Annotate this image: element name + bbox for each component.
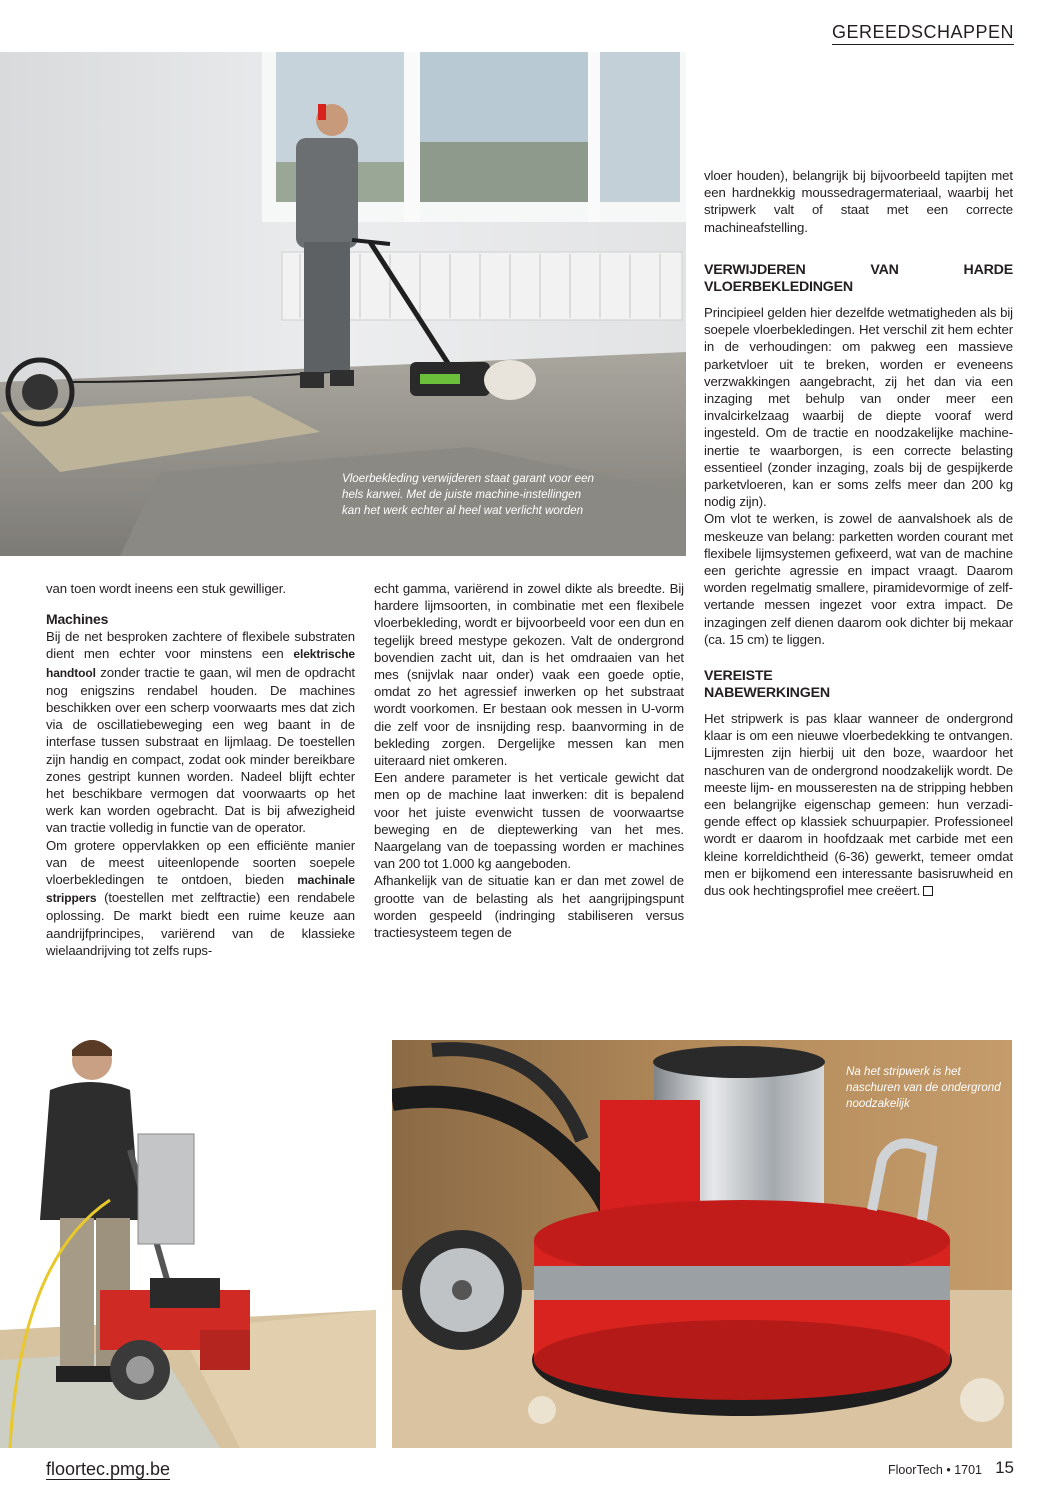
paragraph: Om grotere oppervlakken op een efficiënte manier van de meest uiteenlopende soorten soepele vloerbekledingen te ontdoen, bieden machinale strippers (toestellen met zelftractie) een rendabele oplossing. De markt biedt een ruime keuze aan aandrijfprincipes, variërend van de klassieke wielaandrijving tot zelfs rups- [46, 837, 355, 958]
end-mark-icon [923, 886, 933, 896]
heading-nabewerkingen: VEREISTE NABEWERKINGEN [704, 668, 830, 701]
term-strippers: machinale strippers [46, 873, 355, 906]
heading-harde-vloerbekledingen: VERWIJDEREN VAN HARDE VLOERBEKLEDINGEN [704, 262, 1013, 295]
paragraph: van toen wordt ineens een stuk gewilliger. [46, 581, 286, 596]
photo-caption-right: Na het stripwerk is het naschuren van de ondergrond noodzakelijk [846, 1065, 1001, 1110]
text-column-3 [704, 262, 1013, 899]
paragraph: Afhankelijk van de situatie kan er dan met zowel de grootte van de belasting als het aangrijpingspunt worden gespeeld (indringing stabiliseren versus tractiesysteem tegen de [374, 873, 684, 941]
paragraph: Om vlot te werken, is zowel de aanvalshoek als de meskeuze van belang: parketten worden courant met flexibele lijmsystemen gefixeerd, wat van de machine een gerichte agressie en impact vraagt. Daarom worden regelmatig smallere, piramidevormige of zelfvertande messen ingezet voor extra impact. De inzagingen zelf dienen daarom ook dichter bij mekaar (ca. 15 cm) te liggen. [704, 511, 1013, 647]
paragraph: vloer houden), belangrijk bij bijvoorbeeld tapijten met een hardnekkig moussedragermateriaal, waarbij het stripwerk valt of staat met een correcte machineafstelling. [704, 168, 1013, 235]
footer-magazine-issue: FloorTech • 1701 [887, 1463, 982, 1477]
page-number: 15 [995, 1458, 1014, 1477]
text-column-2 [374, 580, 684, 941]
photo-caption-top: Vloerbekleding verwijderen staat garant voor een hels karwei. Met de juiste machine-instellingen kan het werk echter al heel wat verlicht worden [342, 472, 594, 517]
paragraph: echt gamma, variërend in zowel dikte als breedte. Bij hardere lijmsoorten, in combinatie met een flexibele vloerbekleding, wordt er bijvoorbeeld voor een dun en tegelijk breed mestype gekozen. Valt de ondergrond bovendien zacht uit, dan is het omdraaien van het mes (snijvlak naar onder) vaak een goede optie, omdat zo het agressief inwerken op het substraat wordt voorkomen. Er bestaan ook messen in U-vorm die zelf voor de insnijding resp. baanvorming in de bekleding zorgen. Dergelijke messen kan men uiteraard niet omkeren. [374, 581, 684, 769]
term-handtool: elektrische handtool [46, 647, 355, 680]
text-column-1 [46, 580, 355, 959]
paragraph: Een andere parameter is het verticale gewicht dat men op de machine laat inwerken: dit is bepalend voor het juiste evenwicht tussen de voorwaartse beweging en de dieptewerking van het mes. Naargelang van de toepassing worden er machines van 200 tot 1.000 kg aangeboden. [374, 770, 684, 872]
photo-stripper-machine [0, 1030, 376, 1448]
subheading-machines: Machines [46, 611, 109, 628]
section-label: GEREEDSCHAPPEN [832, 22, 1014, 45]
text-column-3-top [704, 167, 1013, 236]
footer-website-link[interactable]: floortec.pmg.be [46, 1459, 171, 1479]
paragraph: Principieel gelden hier dezelfde wetmatigheden als bij soepele vloerbekledingen. Het verschil zit hem echter in de verhoudingen: om pakweg een massieve parketvloer uit te breken, worden er eveneens verzwakkingen aangebracht, zij het dan via een inzaging met behulp van onder meer een invalcirkelzaag waarbij de diepte vooraf werd ingesteld. Om de tractie en noodzakelijke machine-inertie te waarborgen, is een correcte belasting essentieel (zonder inzaging, zoals bij de gespijkerde parketvloeren, kan er soms zelfs meer dan 200 kg nodig zijn). [704, 305, 1013, 510]
paragraph: Bij de net besproken zachtere of flexibele substraten dient men echter voor minstens een elektrische handtool zonder tractie te gaan, wil men de opdracht nog enigszins rendabel houden. De machines beschikken over een scherp voorwaarts mes dat zich via de oscillatiebeweging een weg baant in de interfase tussen substraat en lijmlaag. De toestellen zijn handig en compact, zodat ook minder bereikbare zones gestript kunnen worden. Nadeel blijft echter het beschikbare vermogen dat voorwaarts op het werk kan worden ogebracht. Dat is bij afwezigheid van tractie volledig in functie van de operator. [46, 629, 355, 836]
paragraph: Het stripwerk is pas klaar wanneer de ondergrond klaar is om een nieuwe vloerbedekking te ontvangen. Lijmresten zijn hierbij uit den boze, waardoor het naschuren van de ondergrond noodzakelijk wordt. De meeste lijm- en mousseresten na de stripping hebben een belangrijke eigenschap gemeen: hun verzadigende effect op klassiek schuurpapier. Professioneel wordt er daarom in hoofdzaak met carbide met een kleine korreldichtheid (6-36) gewerkt, temeer omdat men er bijkomend een interessante basisruwheid en dus ook hechtingsprofiel mee creëert. [704, 711, 1013, 899]
